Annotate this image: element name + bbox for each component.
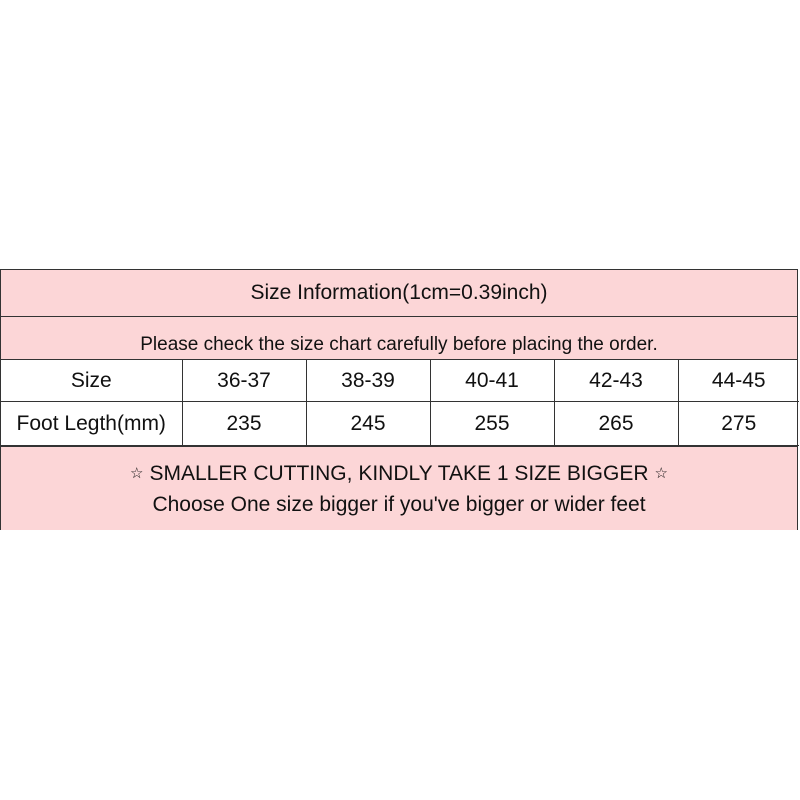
size-advice-line-1 xyxy=(124,458,674,489)
table-row-foot-length xyxy=(1,402,799,446)
foot-length-cell: 245 xyxy=(306,402,430,446)
size-chart xyxy=(0,269,798,530)
size-advice-line-2: Choose One size bigger if you've bigger or wider feet xyxy=(152,492,646,516)
table-row-size xyxy=(1,360,799,402)
foot-length-cell: 255 xyxy=(430,402,554,446)
size-advice-warning: SMALLER CUTTING, KINDLY TAKE 1 SIZE BIGGER xyxy=(149,461,649,485)
size-cell: 38-39 xyxy=(306,360,430,402)
size-cell: 44-45 xyxy=(678,360,799,402)
row-label-foot-length: Foot Legth(mm) xyxy=(1,402,182,446)
size-cell: 40-41 xyxy=(430,360,554,402)
size-chart-note: Please check the size chart carefully before placing the order. xyxy=(140,334,658,355)
size-cell: 36-37 xyxy=(182,360,306,402)
foot-length-cell: 235 xyxy=(182,402,306,446)
star-icon: ☆ xyxy=(130,464,144,482)
row-label-size: Size xyxy=(1,360,182,402)
size-chart-title-row xyxy=(1,270,797,317)
size-cell: 42-43 xyxy=(554,360,678,402)
foot-length-cell: 265 xyxy=(554,402,678,446)
size-advice-row xyxy=(1,446,797,530)
foot-length-cell: 275 xyxy=(678,402,799,446)
size-table xyxy=(1,360,799,446)
size-chart-title: Size Information(1cm=0.39inch) xyxy=(250,281,548,304)
star-icon: ☆ xyxy=(654,464,668,482)
size-chart-note-row xyxy=(1,317,797,360)
